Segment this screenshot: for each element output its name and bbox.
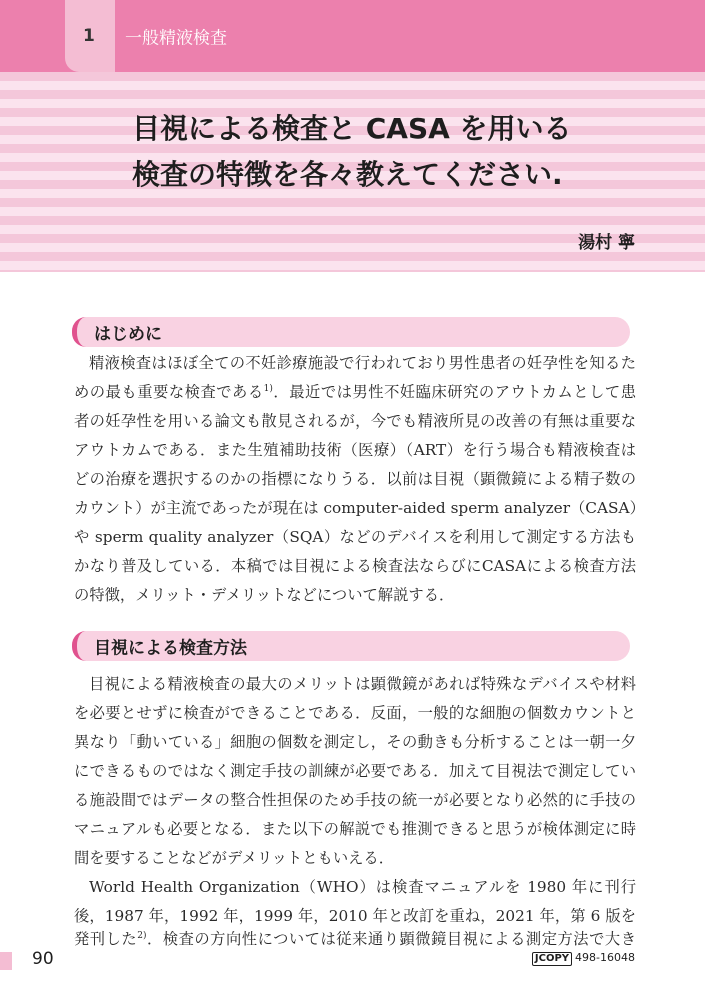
author-name: 湯村 寧: [578, 233, 635, 253]
paragraph-text: ．最近では男性不妊臨床研究のアウトカムとして患: [272, 383, 636, 401]
section-heading-visual-method: [72, 631, 630, 661]
article-title-line: 目視による検査と CASA を用いる: [132, 112, 572, 145]
paragraph-line: [74, 927, 636, 949]
paragraph-text: ．検査の方向性については従来通り顕微鏡目視による測定方法で大き: [146, 930, 636, 948]
paragraph-line: [74, 380, 636, 402]
article-title: [132, 106, 652, 198]
isbn-code: 498-16048: [575, 951, 635, 964]
paragraph-line: カウント）が主流であったが現在は computer-aided sperm analyzer（CASA）: [74, 499, 645, 517]
chapter-number: 1: [83, 26, 95, 46]
citation-ref: 1): [263, 384, 273, 394]
page-marker: [0, 952, 12, 970]
paragraph-line: 者の妊孕性を用いる論文も散見されるが，今でも精液所見の改善の有無は重要な: [74, 412, 636, 430]
paragraph-line: かなり普及している．本稿では目視による検査法ならびにCASAによる検査方法: [74, 557, 636, 575]
copyright-code: [532, 951, 635, 966]
paragraph-line: 異なり「動いている」細胞の個数を測定し，その動きも分析することは一朝一夕: [74, 733, 636, 751]
paragraph-line: 後，1987 年，1992 年，1999 年，2010 年と改訂を重ね，2021 年，第 6 版を: [74, 907, 636, 925]
paragraph-line: 目視による精液検査の最大のメリットは顕微鏡があれば特殊なデバイスや材料: [89, 675, 636, 693]
paragraph-line: を必要とせずに検査ができることである．反面，一般的な細胞の個数カウントと: [74, 704, 636, 722]
section-heading-label: 目視による検査方法: [94, 638, 247, 659]
chapter-title: 一般精液検査: [125, 28, 227, 49]
paragraph-line: World Health Organization（WHO）は検査マニュアルを 1980 年に刊行: [89, 878, 636, 896]
section-heading-accent: [72, 631, 86, 661]
paragraph-line: にできるものではなく測定手技の訓練が必要である．加えて目視法で測定してい: [74, 762, 636, 780]
citation-ref: 2): [137, 931, 147, 941]
paragraph-line: マニュアルも必要となる．また以下の解説でも推測できると思うが検体測定に時: [74, 820, 636, 838]
article-title-line: 検査の特徴を各々教えてください.: [132, 158, 563, 191]
section-heading-introduction: [72, 317, 630, 347]
section-heading-accent: [72, 317, 86, 347]
paragraph-line: どの治療を選択するのかの指標になりうる．以前は目視（顕微鏡による精子数の: [74, 470, 636, 488]
page-number: 90: [32, 949, 54, 969]
jcopy-mark: JCOPY: [532, 952, 572, 966]
paragraph-line: アウトカムである．また生殖補助技術（医療）（ART）を行う場合も精液検査は: [74, 441, 636, 459]
section-heading-label: はじめに: [94, 324, 162, 345]
paragraph-line: 精液検査はほぼ全ての不妊診療施設で行われており男性患者の妊孕性を知るた: [89, 354, 636, 372]
paragraph-line: の特徴，メリット・デメリットなどについて解説する．: [74, 586, 455, 604]
paragraph-line: や sperm quality analyzer（SQA）などのデバイスを利用して測定する方法も: [74, 528, 636, 546]
paragraph-line: 間を要することなどがデメリットともいえる．: [74, 849, 395, 867]
paragraph-text: 発刊した: [74, 930, 138, 948]
paragraph-text: めの最も重要な検査である: [74, 383, 264, 401]
paragraph-line: る施設間ではデータの整合性担保のため手技の統一が必要となり必然的に手技の: [74, 791, 636, 809]
